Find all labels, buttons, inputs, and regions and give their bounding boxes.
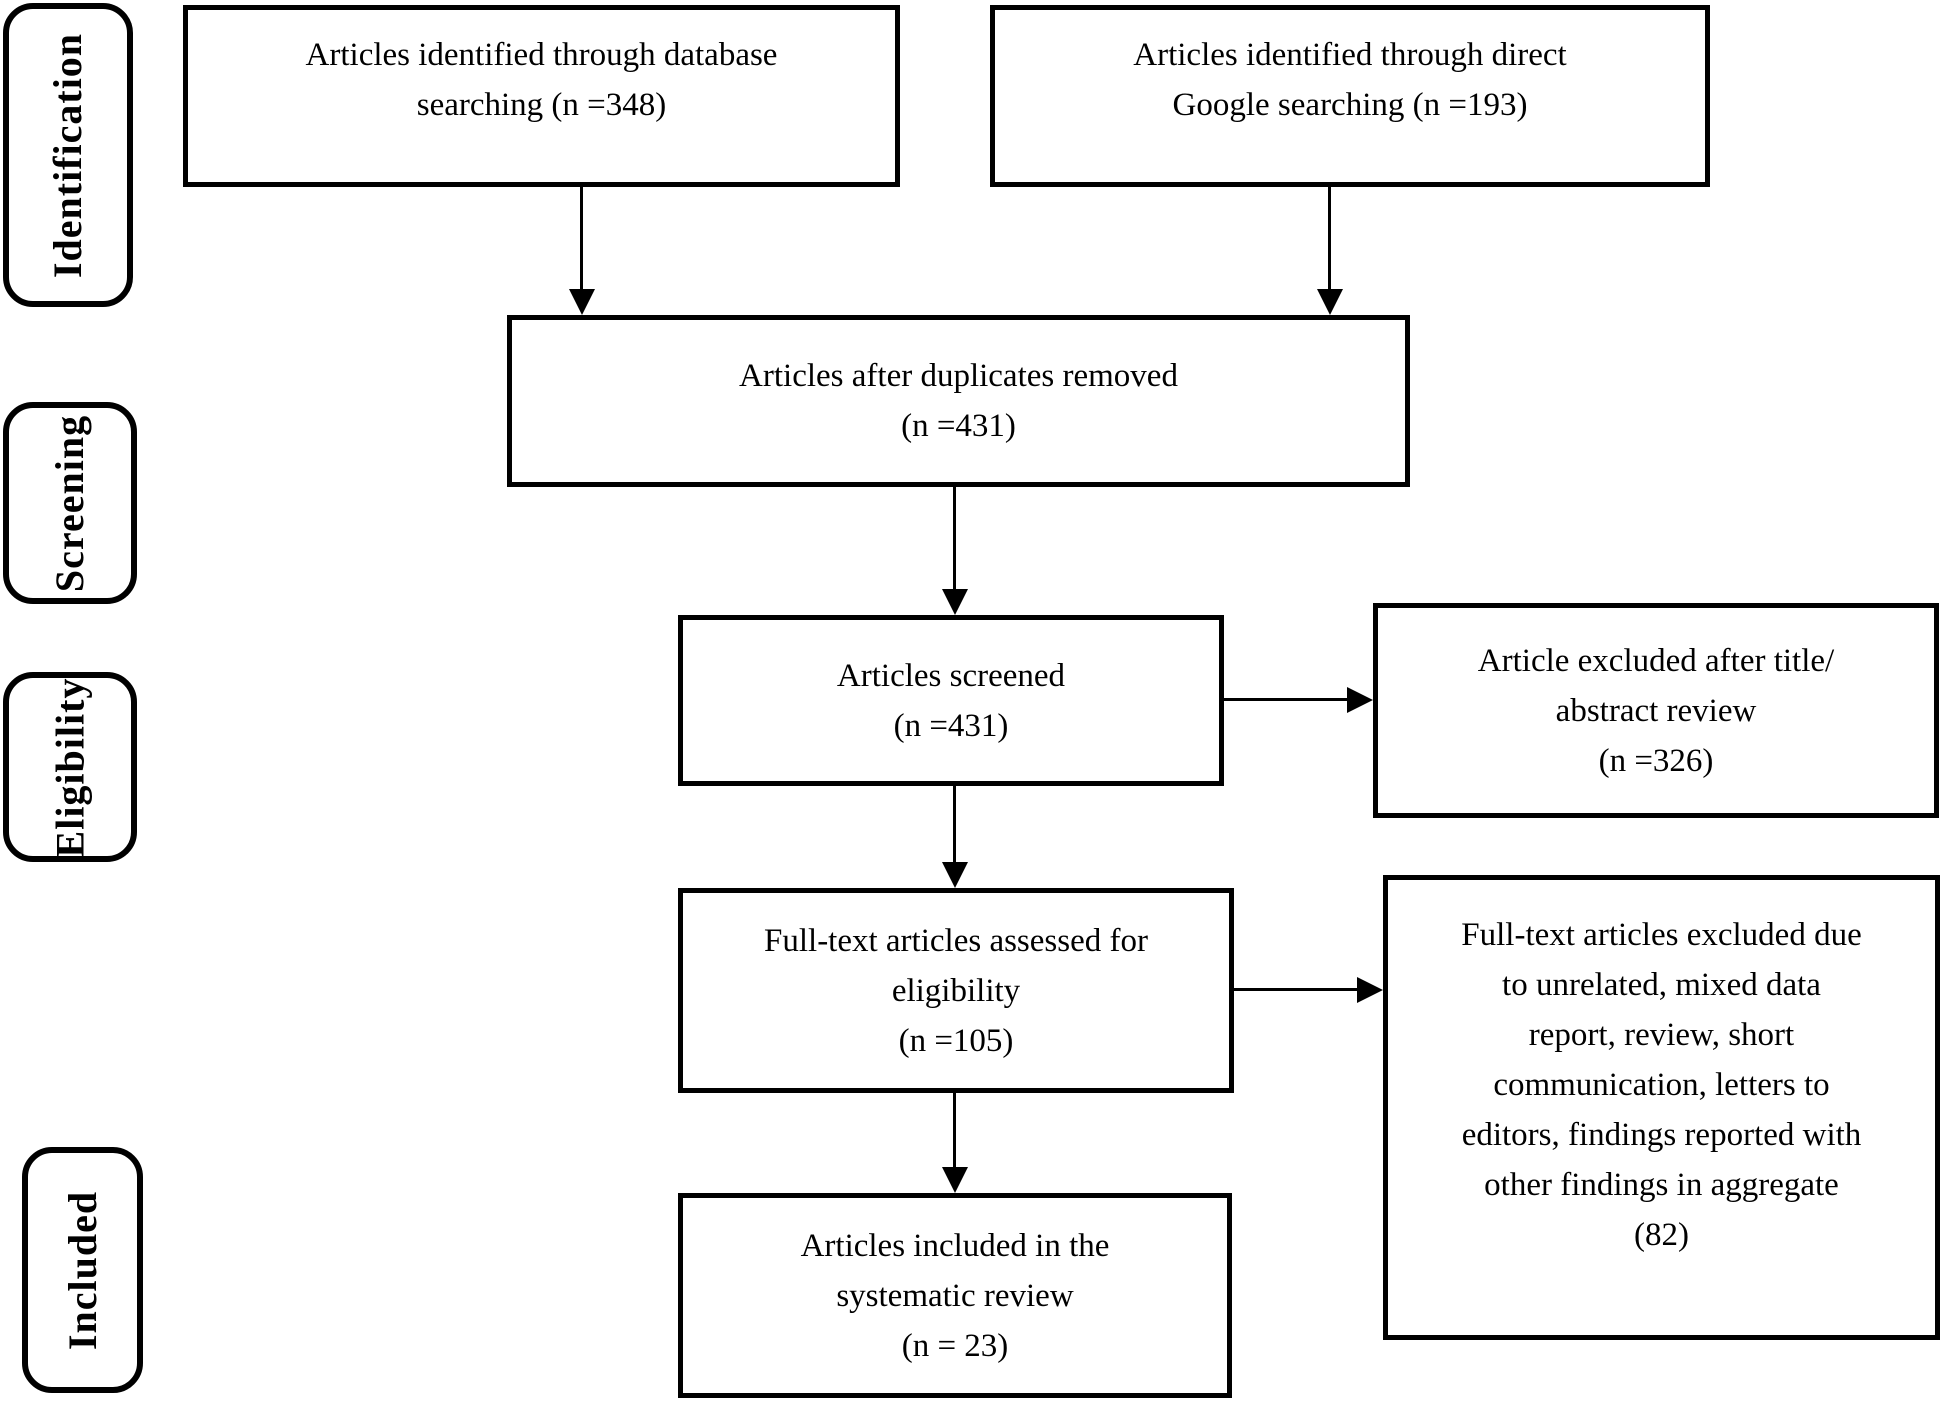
arrow-fulltext-to-excluded-line (1233, 988, 1357, 991)
box-line: communication, letters to (1493, 1067, 1830, 1103)
arrow-fulltext-to-excluded-head-icon (1357, 977, 1383, 1003)
arrow-duplicates-to-screened-line (953, 487, 956, 589)
box-line: (n =431) (901, 408, 1016, 444)
arrow-fulltext-to-included-line (953, 1093, 956, 1167)
box-line: Full-text articles assessed for (764, 922, 1148, 959)
arrow-screened-to-fulltext-line (953, 786, 956, 862)
box-line: Articles included in the (800, 1227, 1110, 1264)
box-line: eligibility (891, 972, 1021, 1009)
arrow-database-to-duplicates-line (580, 187, 583, 289)
box-identified-google (990, 5, 1710, 187)
box-line: to unrelated, mixed data (1502, 967, 1821, 1003)
box-articles-screened (678, 615, 1224, 786)
box-line: (n =326) (1598, 742, 1714, 779)
arrow-database-to-duplicates-head-icon (569, 289, 595, 315)
box-line: (n =431) (893, 707, 1009, 744)
box-fulltext-assessed (678, 888, 1234, 1093)
box-line: Articles after duplicates removed (739, 358, 1178, 394)
box-line: (n =105) (898, 1022, 1014, 1059)
box-line: other findings in aggregate (1484, 1167, 1839, 1203)
box-line: (82) (1634, 1217, 1689, 1253)
stage-included (22, 1147, 143, 1393)
arrow-duplicates-to-screened-head-icon (942, 589, 968, 615)
stage-screening-label: Screening (47, 414, 93, 592)
arrow-screened-to-fulltext-head-icon (942, 862, 968, 888)
box-duplicates-removed (507, 315, 1410, 487)
arrow-screened-to-excluded-line (1224, 698, 1347, 701)
stage-eligibility (3, 672, 137, 862)
box-line: Full-text articles excluded due (1461, 917, 1862, 953)
arrow-fulltext-to-included-head-icon (942, 1167, 968, 1193)
box-line: searching (n =348) (416, 87, 667, 123)
box-line: Articles identified through database (305, 37, 778, 73)
stage-identification (3, 3, 133, 307)
box-line: (n = 23) (901, 1327, 1009, 1364)
stage-screening (3, 402, 137, 604)
box-line: Articles screened (836, 657, 1066, 694)
box-line: systematic review (836, 1277, 1074, 1314)
arrow-google-to-duplicates-line (1328, 187, 1331, 289)
arrow-google-to-duplicates-head-icon (1317, 289, 1343, 315)
stage-included-label: Included (60, 1190, 106, 1350)
box-included-review (678, 1193, 1232, 1398)
box-line: Articles identified through direct (1133, 37, 1567, 73)
box-excluded-title-abstract (1373, 603, 1939, 818)
box-line: Article excluded after title/ (1477, 642, 1835, 679)
arrow-screened-to-excluded-head-icon (1347, 687, 1373, 713)
stage-identification-label: Identification (45, 32, 91, 278)
box-line: abstract review (1555, 692, 1757, 729)
box-identified-database (183, 5, 900, 187)
box-line: Google searching (n =193) (1172, 87, 1528, 123)
box-excluded-fulltext (1383, 875, 1940, 1340)
box-line: report, review, short (1528, 1017, 1795, 1053)
stage-eligibility-label: Eligibility (47, 677, 93, 857)
box-line: editors, findings reported with (1461, 1117, 1862, 1153)
